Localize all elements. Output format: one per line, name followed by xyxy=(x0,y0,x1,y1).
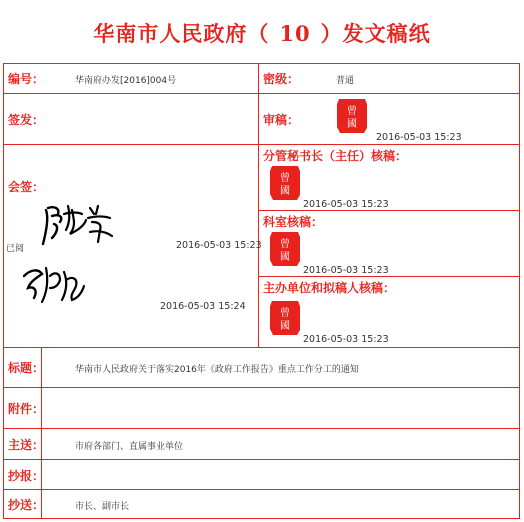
row-divider xyxy=(3,387,520,388)
office-timestamp: 2016-05-03 15:23 xyxy=(303,265,389,276)
report-label: 抄报： xyxy=(8,469,45,483)
signature-1 xyxy=(40,200,115,248)
row-divider xyxy=(258,210,520,211)
svg-text:曾: 曾 xyxy=(280,308,290,319)
page-title xyxy=(0,18,524,48)
svg-text:國: 國 xyxy=(280,186,290,197)
sign-note: 已阅 xyxy=(6,244,25,254)
cc-value: 市长、副市长 xyxy=(75,502,130,512)
secret-label: 密级： xyxy=(263,72,300,86)
seal-stamp-icon xyxy=(268,298,302,338)
row-divider xyxy=(3,93,520,94)
row-divider xyxy=(3,459,520,460)
row-divider xyxy=(3,489,520,490)
title-number: 10 xyxy=(279,21,311,46)
svg-text:國: 國 xyxy=(280,252,290,263)
sign-label: 会签： xyxy=(8,180,45,194)
row-divider xyxy=(3,144,520,145)
svg-text:曾: 曾 xyxy=(280,173,290,184)
subject-label: 标题： xyxy=(8,361,45,375)
review-timestamp: 2016-05-03 15:23 xyxy=(376,132,462,143)
svg-text:國: 國 xyxy=(347,119,357,130)
seal-stamp-icon xyxy=(268,163,302,203)
issuer-label: 签发： xyxy=(8,113,45,127)
serial-value: 华南府办发[2016]004号 xyxy=(75,76,177,86)
office-label: 科室核稿： xyxy=(263,215,324,229)
row-divider xyxy=(3,347,520,348)
svg-text:國: 國 xyxy=(280,321,290,332)
host-timestamp: 2016-05-03 15:23 xyxy=(303,334,389,345)
secretary-label: 分管秘书长（主任）核稿： xyxy=(263,149,408,163)
review-label: 审稿： xyxy=(263,113,300,127)
host-label: 主办单位和拟稿人核稿： xyxy=(263,281,396,295)
signature-2 xyxy=(20,262,90,306)
serial-label: 编号： xyxy=(8,72,45,86)
main-send-value: 市府各部门、直属事业单位 xyxy=(75,442,184,452)
row-divider xyxy=(3,428,520,429)
title-prefix: 华南市人民政府（ xyxy=(93,21,270,46)
secret-value: 普通 xyxy=(336,76,355,86)
attachment-label: 附件： xyxy=(8,402,45,416)
title-suffix: ）发文稿纸 xyxy=(320,21,431,46)
sign-timestamp-2: 2016-05-03 15:24 xyxy=(160,301,246,312)
svg-text:曾: 曾 xyxy=(280,239,290,250)
secretary-timestamp: 2016-05-03 15:23 xyxy=(303,199,389,210)
cc-label: 抄送： xyxy=(8,498,45,512)
main-send-label: 主送： xyxy=(8,438,45,452)
row-divider xyxy=(258,276,520,277)
seal-stamp-icon xyxy=(335,96,369,136)
subject-value: 华南市人民政府关于落实2016年《政府工作报告》重点工作分工的通知 xyxy=(75,365,359,375)
seal-stamp-icon xyxy=(268,229,302,269)
svg-text:曾: 曾 xyxy=(347,106,357,117)
column-divider xyxy=(258,63,259,347)
sign-timestamp-1: 2016-05-03 15:23 xyxy=(176,240,262,251)
